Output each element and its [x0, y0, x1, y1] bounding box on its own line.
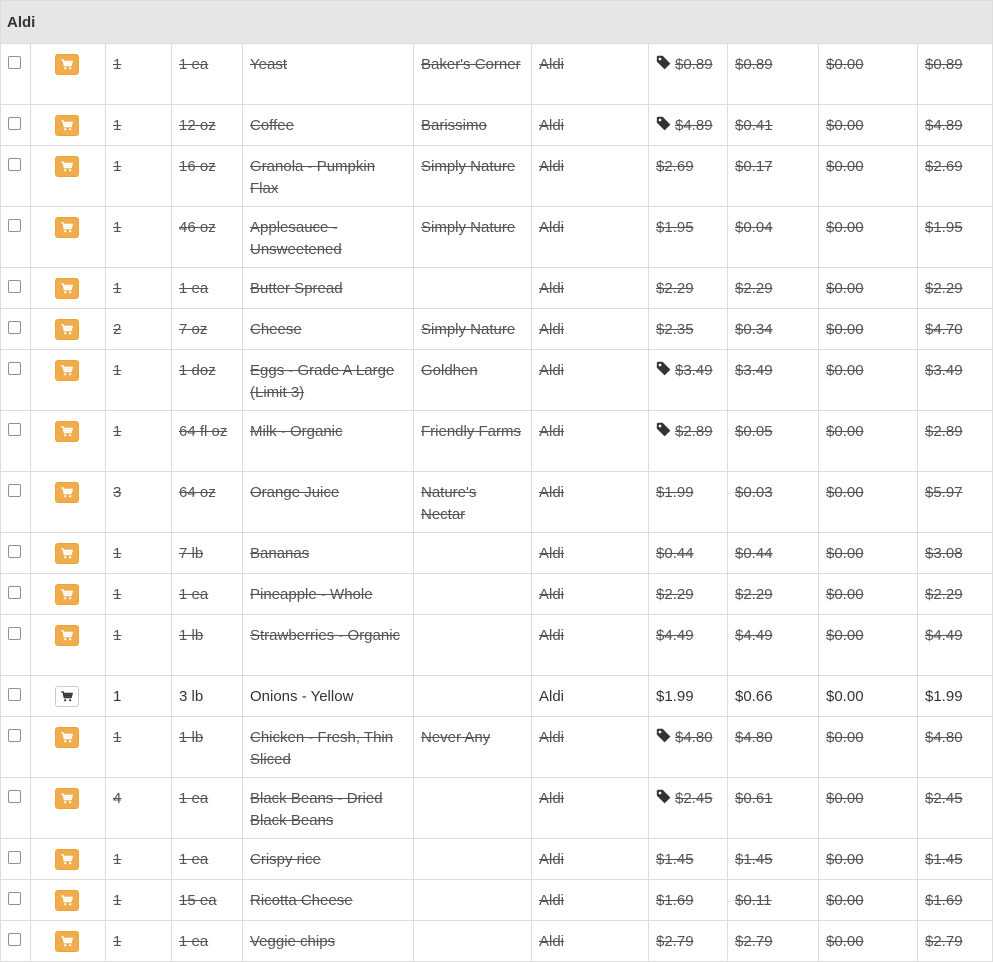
size-cell: 46 oz — [172, 207, 243, 268]
discount-cell: $0.00 — [819, 880, 918, 921]
price-tag-icon — [656, 728, 672, 744]
brand-cell — [414, 921, 532, 962]
price-cell — [649, 105, 728, 146]
table-row — [1, 105, 993, 146]
cart-cell — [31, 350, 106, 411]
cart-cell — [31, 778, 106, 839]
brand-cell — [414, 676, 532, 717]
price-value: $2.69 — [656, 158, 694, 175]
select-checkbox[interactable] — [8, 158, 21, 171]
item-name-cell: Crispy rice — [243, 839, 414, 880]
price-cell — [649, 146, 728, 207]
select-checkbox[interactable] — [8, 688, 21, 701]
store-cell: Aldi — [532, 309, 649, 350]
unit-price-cell: $0.34 — [728, 309, 819, 350]
discount-cell: $0.00 — [819, 676, 918, 717]
price-cell — [649, 615, 728, 676]
size-cell: 1 ea — [172, 921, 243, 962]
total-cell: $1.99 — [918, 676, 993, 717]
cart-toggle-button[interactable] — [55, 686, 79, 707]
price-cell — [649, 880, 728, 921]
unit-price-cell: $0.44 — [728, 533, 819, 574]
store-cell: Aldi — [532, 839, 649, 880]
select-cell — [1, 146, 31, 207]
price-value: $2.29 — [656, 280, 694, 297]
size-cell: 12 oz — [172, 105, 243, 146]
select-cell — [1, 207, 31, 268]
table-row — [1, 146, 993, 207]
quantity-cell: 1 — [106, 207, 172, 268]
select-cell — [1, 533, 31, 574]
cart-toggle-button[interactable] — [55, 421, 79, 442]
unit-price-cell: $1.45 — [728, 839, 819, 880]
store-cell: Aldi — [532, 268, 649, 309]
select-checkbox[interactable] — [8, 117, 21, 130]
store-cell: Aldi — [532, 472, 649, 533]
quantity-cell: 1 — [106, 146, 172, 207]
price-value: $4.80 — [675, 729, 713, 746]
store-cell: Aldi — [532, 207, 649, 268]
quantity-cell: 3 — [106, 472, 172, 533]
unit-price-cell: $4.49 — [728, 615, 819, 676]
item-name-cell: Black Beans - Dried Black Beans — [243, 778, 414, 839]
select-cell — [1, 411, 31, 472]
cart-cell — [31, 472, 106, 533]
shopping-cart-icon — [61, 426, 73, 437]
item-name-cell: Pineapple - Whole — [243, 574, 414, 615]
unit-price-cell: $4.80 — [728, 717, 819, 778]
brand-cell: Simply Nature — [414, 146, 532, 207]
brand-cell: Simply Nature — [414, 207, 532, 268]
select-cell — [1, 309, 31, 350]
brand-cell — [414, 533, 532, 574]
select-checkbox[interactable] — [8, 790, 21, 803]
item-name-cell: Milk - Organic — [243, 411, 414, 472]
quantity-cell: 1 — [106, 839, 172, 880]
price-cell — [649, 778, 728, 839]
select-checkbox[interactable] — [8, 729, 21, 742]
shopping-cart-icon — [61, 895, 73, 906]
brand-cell: Never Any — [414, 717, 532, 778]
select-checkbox[interactable] — [8, 321, 21, 334]
total-cell: $5.97 — [918, 472, 993, 533]
brand-cell: Barissimo — [414, 105, 532, 146]
price-cell — [649, 472, 728, 533]
cart-toggle-button[interactable] — [55, 115, 79, 136]
store-cell: Aldi — [532, 676, 649, 717]
cart-cell — [31, 411, 106, 472]
select-cell — [1, 880, 31, 921]
total-cell: $0.89 — [918, 44, 993, 105]
store-cell: Aldi — [532, 880, 649, 921]
size-cell: 1 lb — [172, 615, 243, 676]
price-value: $2.35 — [656, 321, 694, 338]
cart-cell — [31, 839, 106, 880]
cart-cell — [31, 574, 106, 615]
select-checkbox[interactable] — [8, 219, 21, 232]
store-cell: Aldi — [532, 350, 649, 411]
select-cell — [1, 717, 31, 778]
size-cell: 1 doz — [172, 350, 243, 411]
item-name-cell: Butter Spread — [243, 268, 414, 309]
discount-cell: $0.00 — [819, 778, 918, 839]
cart-cell — [31, 105, 106, 146]
select-checkbox[interactable] — [8, 627, 21, 640]
shopping-cart-icon — [61, 854, 73, 865]
quantity-cell: 1 — [106, 921, 172, 962]
shopping-cart-icon — [61, 283, 73, 294]
cart-cell — [31, 44, 106, 105]
item-name-cell: Yeast — [243, 44, 414, 105]
store-cell: Aldi — [532, 146, 649, 207]
total-cell: $1.45 — [918, 839, 993, 880]
discount-cell: $0.00 — [819, 411, 918, 472]
price-cell — [649, 309, 728, 350]
total-cell: $2.29 — [918, 268, 993, 309]
unit-price-cell: $0.05 — [728, 411, 819, 472]
price-cell — [649, 268, 728, 309]
total-cell: $4.70 — [918, 309, 993, 350]
item-name-cell: Bananas — [243, 533, 414, 574]
size-cell: 15 ea — [172, 880, 243, 921]
shopping-cart-icon — [61, 324, 73, 335]
total-cell: $3.49 — [918, 350, 993, 411]
store-cell: Aldi — [532, 533, 649, 574]
price-cell — [649, 207, 728, 268]
price-tag-icon — [656, 422, 672, 438]
item-name-cell: Cheese — [243, 309, 414, 350]
shopping-cart-icon — [61, 59, 73, 70]
total-cell: $2.45 — [918, 778, 993, 839]
item-name-cell: Granola - Pumpkin Flax — [243, 146, 414, 207]
brand-cell — [414, 615, 532, 676]
select-cell — [1, 472, 31, 533]
discount-cell: $0.00 — [819, 105, 918, 146]
cart-cell — [31, 533, 106, 574]
cart-toggle-button[interactable] — [55, 217, 79, 238]
total-cell: $2.29 — [918, 574, 993, 615]
discount-cell: $0.00 — [819, 44, 918, 105]
cart-toggle-button[interactable] — [55, 625, 79, 646]
brand-cell: Simply Nature — [414, 309, 532, 350]
cart-toggle-button[interactable] — [55, 849, 79, 870]
discount-cell: $0.00 — [819, 533, 918, 574]
shopping-cart-icon — [61, 487, 73, 498]
shopping-cart-icon — [61, 161, 73, 172]
quantity-cell: 4 — [106, 778, 172, 839]
price-value: $1.99 — [656, 688, 694, 705]
size-cell: 7 lb — [172, 533, 243, 574]
price-value: $3.49 — [675, 362, 713, 379]
quantity-cell: 1 — [106, 411, 172, 472]
cart-toggle-button[interactable] — [55, 727, 79, 748]
store-cell: Aldi — [532, 574, 649, 615]
shopping-cart-icon — [61, 691, 73, 702]
shopping-cart-icon — [61, 732, 73, 743]
price-value: $2.89 — [675, 423, 713, 440]
unit-price-cell: $0.89 — [728, 44, 819, 105]
quantity-cell: 2 — [106, 309, 172, 350]
size-cell: 1 ea — [172, 778, 243, 839]
table-row — [1, 44, 993, 105]
discount-cell: $0.00 — [819, 309, 918, 350]
select-cell — [1, 350, 31, 411]
price-value: $0.89 — [675, 56, 713, 73]
discount-cell: $0.00 — [819, 472, 918, 533]
price-cell — [649, 533, 728, 574]
shopping-cart-icon — [61, 793, 73, 804]
brand-cell: Nature's Nectar — [414, 472, 532, 533]
cart-toggle-button[interactable] — [55, 156, 79, 177]
total-cell: $1.95 — [918, 207, 993, 268]
discount-cell: $0.00 — [819, 146, 918, 207]
select-checkbox[interactable] — [8, 56, 21, 69]
brand-cell — [414, 268, 532, 309]
table-row — [1, 778, 993, 839]
table-row — [1, 676, 993, 717]
store-cell: Aldi — [532, 44, 649, 105]
unit-price-cell: $0.17 — [728, 146, 819, 207]
quantity-cell: 1 — [106, 44, 172, 105]
brand-cell — [414, 839, 532, 880]
quantity-cell: 1 — [106, 574, 172, 615]
item-name-cell: Onions - Yellow — [243, 676, 414, 717]
item-name-cell: Veggie chips — [243, 921, 414, 962]
price-tag-icon — [656, 55, 672, 71]
discount-cell: $0.00 — [819, 350, 918, 411]
store-cell: Aldi — [532, 411, 649, 472]
unit-price-cell: $0.04 — [728, 207, 819, 268]
size-cell: 64 oz — [172, 472, 243, 533]
select-checkbox[interactable] — [8, 362, 21, 375]
price-value: $2.29 — [656, 586, 694, 603]
total-cell: $4.80 — [918, 717, 993, 778]
table-row — [1, 921, 993, 962]
cart-cell — [31, 146, 106, 207]
price-value: $1.99 — [656, 484, 694, 501]
cart-cell — [31, 880, 106, 921]
store-name: Aldi — [1, 1, 993, 44]
table-row — [1, 411, 993, 472]
select-cell — [1, 778, 31, 839]
total-cell: $4.89 — [918, 105, 993, 146]
price-value: $1.95 — [656, 219, 694, 236]
cart-toggle-button[interactable] — [55, 788, 79, 809]
unit-price-cell: $0.61 — [728, 778, 819, 839]
store-group-header — [1, 1, 993, 44]
quantity-cell: 1 — [106, 268, 172, 309]
discount-cell: $0.00 — [819, 839, 918, 880]
item-name-cell: Coffee — [243, 105, 414, 146]
select-checkbox[interactable] — [8, 423, 21, 436]
item-name-cell: Chicken - Fresh, Thin Sliced — [243, 717, 414, 778]
select-checkbox[interactable] — [8, 586, 21, 599]
price-cell — [649, 839, 728, 880]
shopping-cart-icon — [61, 120, 73, 131]
total-cell: $2.69 — [918, 146, 993, 207]
item-name-cell: Strawberries - Organic — [243, 615, 414, 676]
select-cell — [1, 676, 31, 717]
size-cell: 1 ea — [172, 839, 243, 880]
total-cell: $1.69 — [918, 880, 993, 921]
price-value: $2.79 — [656, 933, 694, 950]
shopping-cart-icon — [61, 630, 73, 641]
store-cell: Aldi — [532, 717, 649, 778]
unit-price-cell: $3.49 — [728, 350, 819, 411]
price-value: $2.45 — [675, 790, 713, 807]
size-cell: 7 oz — [172, 309, 243, 350]
price-value: $1.45 — [656, 851, 694, 868]
cart-cell — [31, 268, 106, 309]
price-value: $0.44 — [656, 545, 694, 562]
table-row — [1, 839, 993, 880]
price-tag-icon — [656, 116, 672, 132]
cart-toggle-button[interactable] — [55, 584, 79, 605]
table-row — [1, 880, 993, 921]
brand-cell: Goldhen — [414, 350, 532, 411]
quantity-cell: 1 — [106, 676, 172, 717]
select-cell — [1, 839, 31, 880]
cart-toggle-button[interactable] — [55, 931, 79, 952]
item-name-cell: Eggs - Grade A Large (Limit 3) — [243, 350, 414, 411]
quantity-cell: 1 — [106, 880, 172, 921]
select-cell — [1, 105, 31, 146]
cart-cell — [31, 309, 106, 350]
shopping-cart-icon — [61, 936, 73, 947]
shopping-cart-icon — [61, 548, 73, 559]
select-checkbox[interactable] — [8, 280, 21, 293]
cart-cell — [31, 921, 106, 962]
table-row — [1, 717, 993, 778]
cart-toggle-button[interactable] — [55, 278, 79, 299]
unit-price-cell: $0.03 — [728, 472, 819, 533]
select-cell — [1, 921, 31, 962]
price-tag-icon — [656, 789, 672, 805]
price-cell — [649, 350, 728, 411]
size-cell: 3 lb — [172, 676, 243, 717]
price-tag-icon — [656, 361, 672, 377]
unit-price-cell: $2.29 — [728, 268, 819, 309]
price-value: $4.89 — [675, 117, 713, 134]
brand-cell — [414, 880, 532, 921]
shopping-cart-icon — [61, 365, 73, 376]
unit-price-cell: $0.41 — [728, 105, 819, 146]
price-cell — [649, 44, 728, 105]
size-cell: 1 ea — [172, 268, 243, 309]
price-cell — [649, 676, 728, 717]
cart-toggle-button[interactable] — [55, 319, 79, 340]
cart-toggle-button[interactable] — [55, 54, 79, 75]
size-cell: 64 fl oz — [172, 411, 243, 472]
total-cell: $2.89 — [918, 411, 993, 472]
total-cell: $2.79 — [918, 921, 993, 962]
total-cell: $4.49 — [918, 615, 993, 676]
cart-cell — [31, 615, 106, 676]
brand-cell — [414, 778, 532, 839]
item-name-cell: Ricotta Cheese — [243, 880, 414, 921]
quantity-cell: 1 — [106, 105, 172, 146]
size-cell: 1 lb — [172, 717, 243, 778]
unit-price-cell: $2.79 — [728, 921, 819, 962]
price-value: $1.69 — [656, 892, 694, 909]
table-row — [1, 574, 993, 615]
total-cell: $3.08 — [918, 533, 993, 574]
brand-cell: Baker's Corner — [414, 44, 532, 105]
discount-cell: $0.00 — [819, 574, 918, 615]
select-cell — [1, 268, 31, 309]
select-cell — [1, 574, 31, 615]
cart-cell — [31, 676, 106, 717]
store-cell: Aldi — [532, 615, 649, 676]
quantity-cell: 1 — [106, 717, 172, 778]
price-cell — [649, 717, 728, 778]
table-row — [1, 207, 993, 268]
select-cell — [1, 44, 31, 105]
brand-cell: Friendly Farms — [414, 411, 532, 472]
store-cell: Aldi — [532, 778, 649, 839]
quantity-cell: 1 — [106, 615, 172, 676]
table-row — [1, 533, 993, 574]
select-checkbox[interactable] — [8, 892, 21, 905]
discount-cell: $0.00 — [819, 207, 918, 268]
brand-cell — [414, 574, 532, 615]
cart-cell — [31, 717, 106, 778]
unit-price-cell: $2.29 — [728, 574, 819, 615]
discount-cell: $0.00 — [819, 268, 918, 309]
cart-toggle-button[interactable] — [55, 360, 79, 381]
table-row — [1, 309, 993, 350]
table-row — [1, 268, 993, 309]
table-row — [1, 350, 993, 411]
discount-cell: $0.00 — [819, 615, 918, 676]
price-cell — [649, 921, 728, 962]
size-cell: 1 ea — [172, 44, 243, 105]
unit-price-cell: $0.66 — [728, 676, 819, 717]
select-cell — [1, 615, 31, 676]
size-cell: 1 ea — [172, 574, 243, 615]
item-name-cell: Orange Juice — [243, 472, 414, 533]
shopping-cart-icon — [61, 589, 73, 600]
unit-price-cell: $0.11 — [728, 880, 819, 921]
discount-cell: $0.00 — [819, 717, 918, 778]
item-name-cell: Applesauce - Unsweetened — [243, 207, 414, 268]
price-value: $4.49 — [656, 627, 694, 644]
cart-toggle-button[interactable] — [55, 543, 79, 564]
select-checkbox[interactable] — [8, 851, 21, 864]
size-cell: 16 oz — [172, 146, 243, 207]
price-cell — [649, 411, 728, 472]
cart-cell — [31, 207, 106, 268]
select-checkbox[interactable] — [8, 484, 21, 497]
cart-toggle-button[interactable] — [55, 482, 79, 503]
shopping-cart-icon — [61, 222, 73, 233]
discount-cell: $0.00 — [819, 921, 918, 962]
cart-toggle-button[interactable] — [55, 890, 79, 911]
quantity-cell: 1 — [106, 350, 172, 411]
store-cell: Aldi — [532, 105, 649, 146]
select-checkbox[interactable] — [8, 545, 21, 558]
price-cell — [649, 574, 728, 615]
table-row — [1, 472, 993, 533]
store-cell: Aldi — [532, 921, 649, 962]
select-checkbox[interactable] — [8, 933, 21, 946]
table-row — [1, 615, 993, 676]
quantity-cell: 1 — [106, 533, 172, 574]
